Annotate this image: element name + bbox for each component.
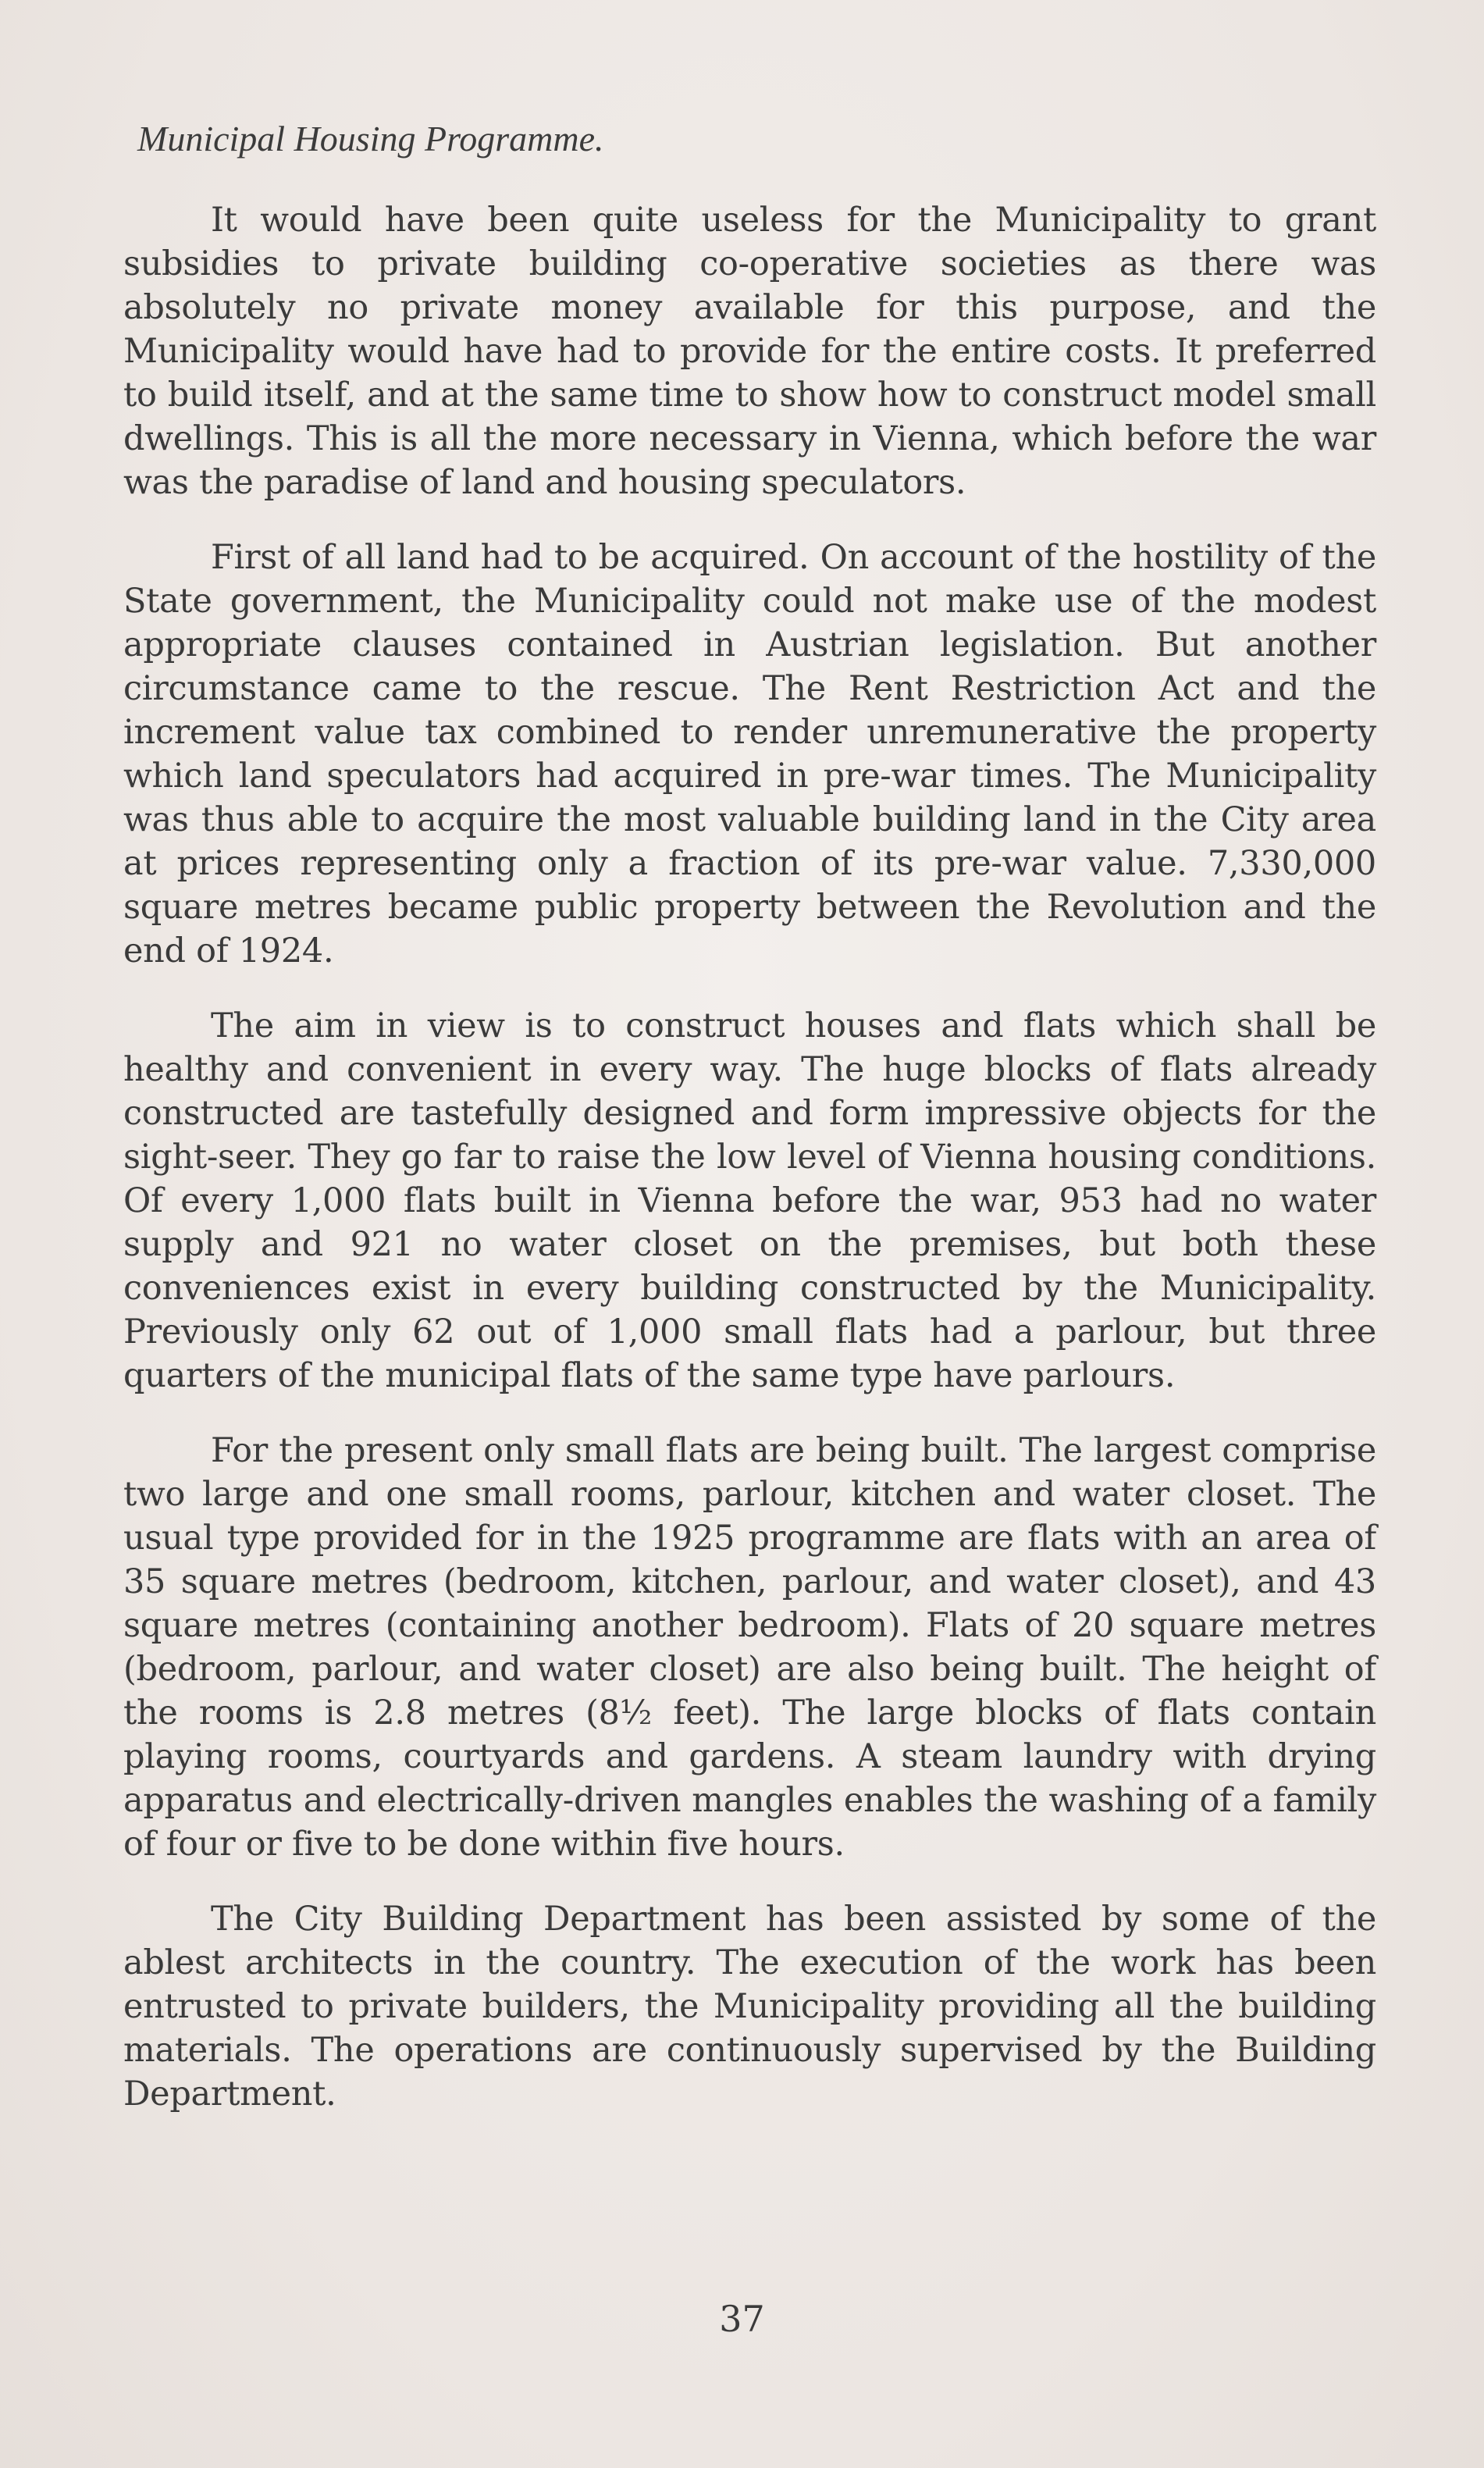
paragraph-land-acquisition: First of all land had to be acquired. On account of the hostility of the State government, the Municipality could not make use of the modest appropriate clauses contained in Austrian legislation. But another circumstance came to the rescue. The Rent Restriction Act and the increment value tax combined to render unremunerative the property which land speculators had acquired in pre-war times. The Municipality was thus able to acquire the most valuable building land in the City area at prices representing only a fraction of its pre-war value. 7,330,000 square metres became public property between the Revolution and the end of 1924. <box>123 538 1376 970</box>
page-number: 37 <box>719 2298 765 2340</box>
section-title: Municipal Housing Programme. <box>137 119 604 158</box>
paragraph-flat-types: For the present only small flats are being built. The largest comprise two large and one small rooms, parlour, kitchen and water closet. The usual type provided for in the 1925 programme are flats with an area of 35 square metres (bedroom, kitchen, parlour, and water closet), and 43 square metres (containing another bedroom). Flats of 20 square metres (bedroom, parlour, and water closet) are also being built. The height of the rooms is 2.8 metres (8½ feet). The large blocks of flats contain playing rooms, courtyards and gardens. A steam laundry with drying apparatus and electrically-driven mangles enables the washing of a family of four or five to be done within five hours. <box>123 1431 1376 1864</box>
paragraph-subsidies: It would have been quite useless for the Municipality to grant subsidies to private building co-operative societies as there was absolutely no private money available for this purpose, and the Municipality would have had to provide for the entire costs. It preferred to build itself, and at the same time to show how to construct model small dwellings. This is all the more necessary in Vienna, which before the war was the paradise of land and housing speculators. <box>123 201 1376 502</box>
text-body <box>123 117 1376 2147</box>
paragraph-building-department: The City Building Department has been assisted by some of the ablest architects in the country. The execution of the work has been entrusted to private builders, the Municipality providing all the building materials. The operations are continuously supervised by the Building Department. <box>123 1900 1376 2114</box>
paragraph-housing-aims: The aim in view is to construct houses and flats which shall be healthy and convenient in every way. The huge blocks of flats already constructed are tastefully designed and form impressive objects for the sight-seer. They go far to raise the low level of Vienna housing conditions. Of every 1,000 flats built in Vienna before the war, 953 had no water supply and 921 no water closet on the premises, but both these conveniences exist in every building constructed by the Municipality. Previously only 62 out of 1,000 small flats had a parlour, but three quarters of the municipal flats of the same type have parlours. <box>123 1006 1376 1395</box>
